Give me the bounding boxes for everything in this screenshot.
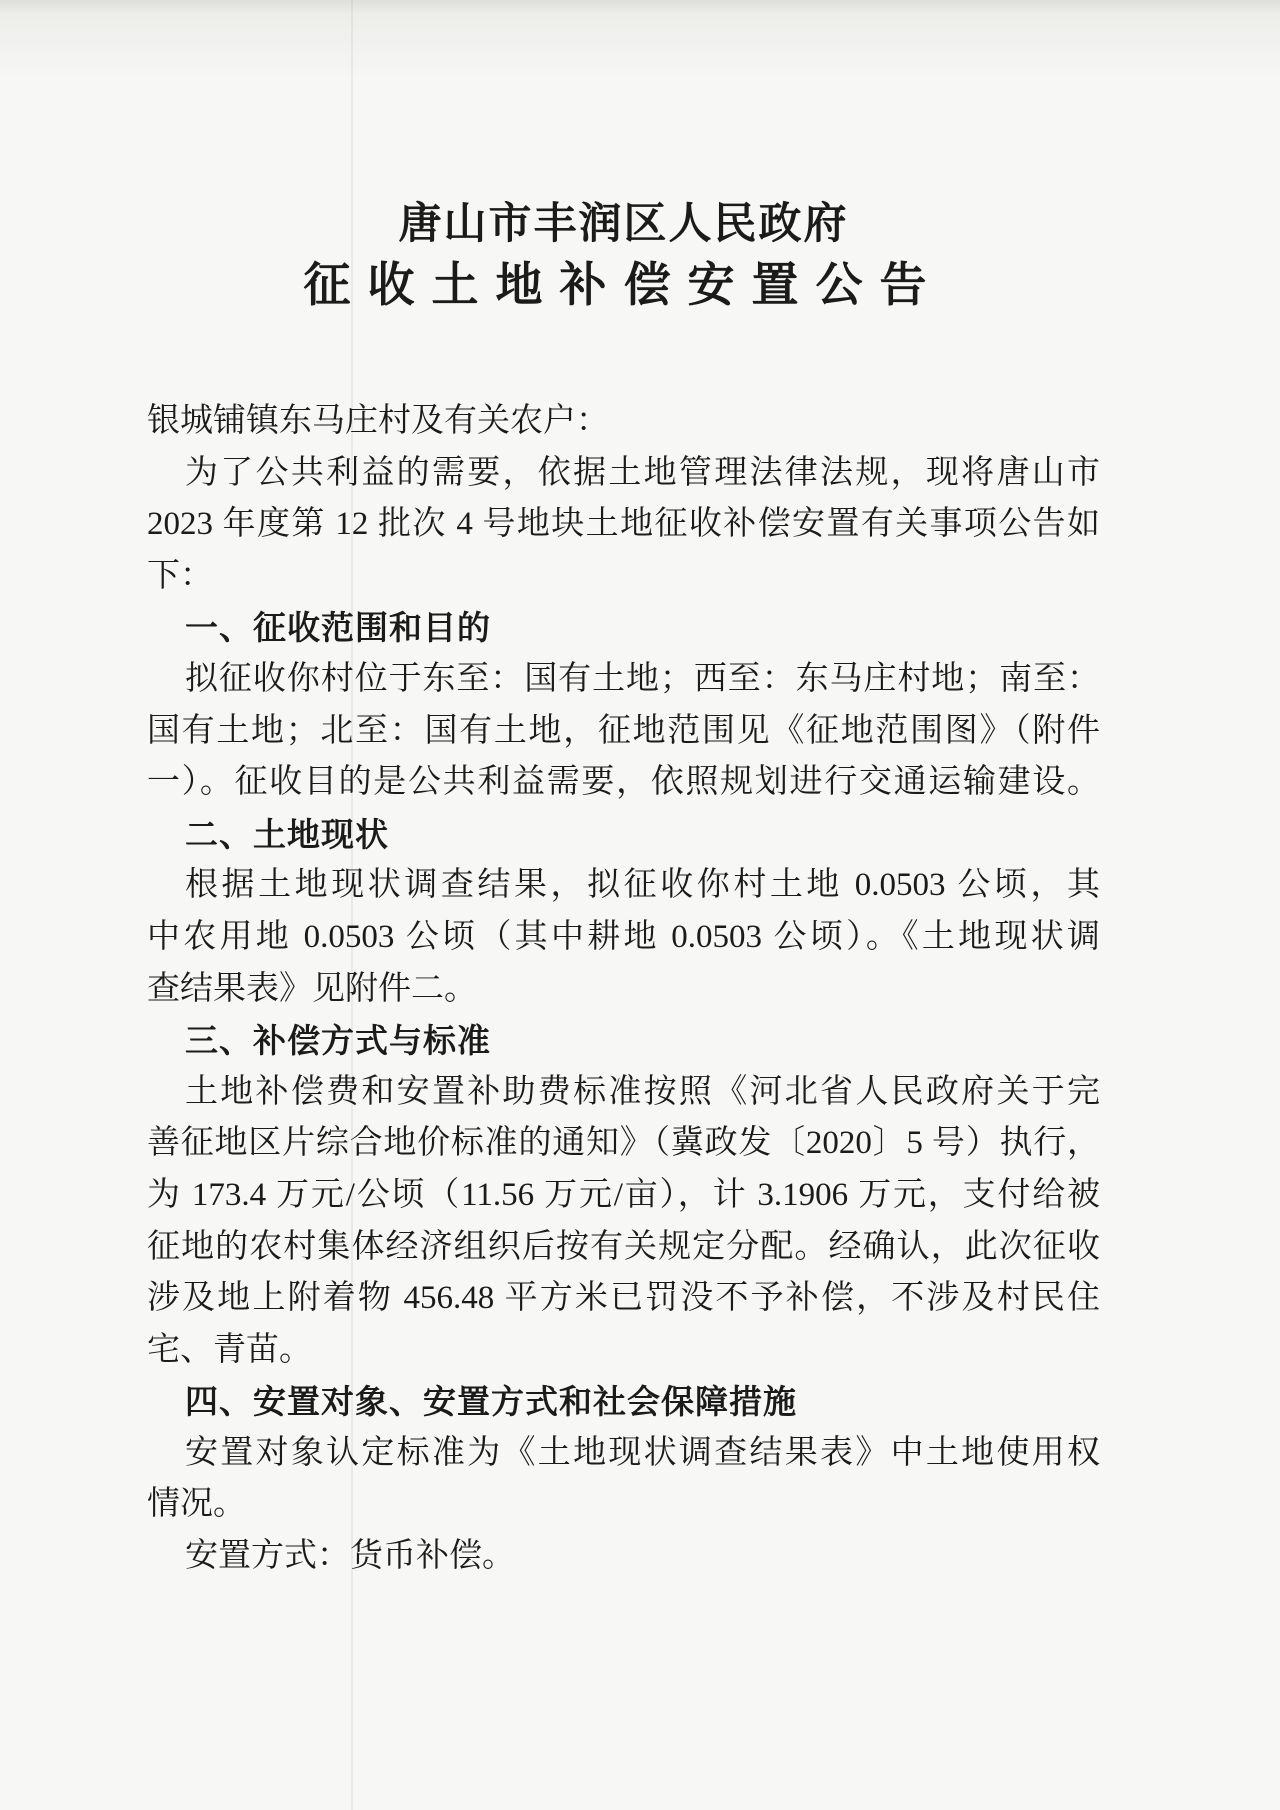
document-line: 为 173.4 万元/公顷（11.56 万元/亩），计 3.1906 万元，支付给被 bbox=[147, 1176, 1100, 1213]
document-line: 一）。征收目的是公共利益需要，依照规划进行交通运输建设。 bbox=[147, 764, 1100, 801]
document-line: 征地的农村集体经济组织后按有关规定分配。经确认，此次征收 bbox=[147, 1228, 1100, 1265]
document-line: 情况。 bbox=[147, 1486, 246, 1523]
document-line: 根据土地现状调查结果，拟征收你村土地 0.0503 公顷，其 bbox=[185, 867, 1100, 904]
scan-top-shading bbox=[0, 0, 1280, 90]
section-heading: 一、征收范围和目的 bbox=[185, 608, 491, 648]
document-line: 2023 年度第 12 批次 4 号地块土地征收补偿安置有关事项公告如 bbox=[147, 506, 1100, 543]
document-line: 拟征收你村位于东至：国有土地；西至：东马庄村地；南至： bbox=[185, 660, 1100, 697]
document-title-line1: 唐山市丰润区人民政府 bbox=[398, 201, 849, 248]
document-line: 为了公共利益的需要，依据土地管理法律法规，现将唐山市 bbox=[185, 454, 1100, 491]
document-line: 土地补偿费和安置补助费标准按照《河北省人民政府关于完 bbox=[185, 1073, 1100, 1110]
section-heading: 四、安置对象、安置方式和社会保障措施 bbox=[185, 1382, 797, 1422]
document-body bbox=[147, 396, 1100, 1583]
document-line: 安置方式：货币补偿。 bbox=[185, 1538, 515, 1575]
document-line: 中农用地 0.0503 公顷（其中耕地 0.0503 公顷）。《土地现状调 bbox=[147, 918, 1100, 955]
document-title-line2: 征收土地补偿安置公告 bbox=[303, 260, 944, 312]
document-line: 银城铺镇东马庄村及有关农户： bbox=[147, 403, 609, 439]
document-line: 善征地区片综合地价标准的通知》（冀政发〔2020〕5 号）执行， bbox=[147, 1125, 1100, 1162]
document-line: 安置对象认定标准为《土地现状调查结果表》中土地使用权 bbox=[185, 1434, 1100, 1471]
document-line: 国有土地；北至：国有土地，征地范围见《征地范围图》（附件 bbox=[147, 712, 1100, 749]
section-heading: 三、补偿方式与标准 bbox=[185, 1021, 491, 1061]
document-line: 涉及地上附着物 456.48 平方米已罚没不予补偿，不涉及村民住 bbox=[147, 1280, 1100, 1317]
document-line: 下： bbox=[147, 557, 213, 594]
section-heading: 二、土地现状 bbox=[185, 814, 389, 854]
document-line: 查结果表》见附件二。 bbox=[147, 970, 477, 1007]
document-line: 宅、青苗。 bbox=[147, 1331, 312, 1368]
